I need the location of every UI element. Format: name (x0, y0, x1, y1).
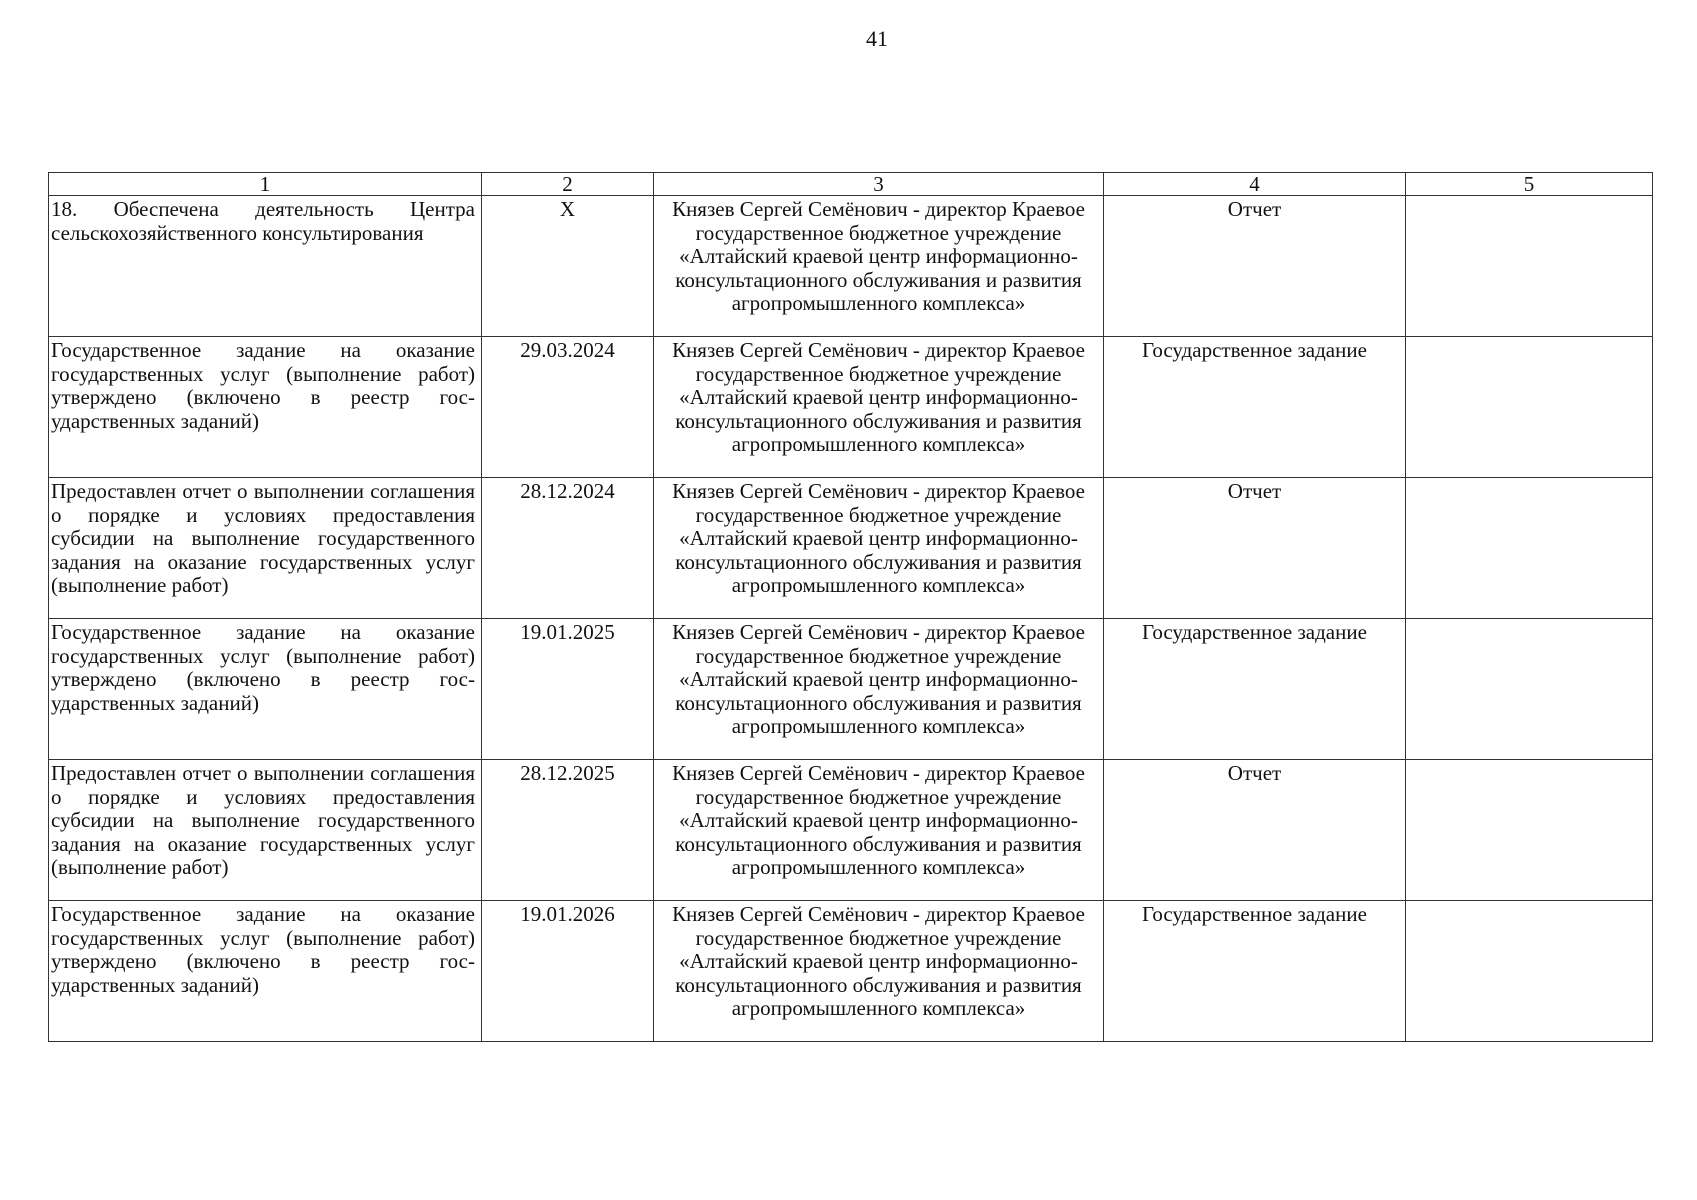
cell-description: 18. Обеспечена деятельность Центра сельскохозяйственного консультирования (49, 196, 482, 337)
table-row (49, 196, 1653, 337)
cell-note (1406, 337, 1653, 478)
header-col-5: 5 (1406, 173, 1653, 196)
plan-table (48, 172, 1653, 1042)
cell-date: X (482, 196, 654, 337)
table-row (49, 760, 1653, 901)
cell-note (1406, 901, 1653, 1042)
header-col-2: 2 (482, 173, 654, 196)
cell-note (1406, 478, 1653, 619)
cell-date: 19.01.2025 (482, 619, 654, 760)
cell-document: Государственное задание (1104, 619, 1406, 760)
cell-responsible: Князев Сергей Семёнович - директор Краевое государственное бюджетное учреждение «Алтайский краевой центр информационно-консультационного обслуживания и развития агропромышленного комплекса» (654, 619, 1104, 760)
header-col-3: 3 (654, 173, 1104, 196)
table-row (49, 478, 1653, 619)
cell-note (1406, 619, 1653, 760)
cell-description: Предоставлен отчет о выполнении соглашения о порядке и условиях предоставления субсидии на выполнение государственного задания на оказание государственных услуг (выполнение работ) (49, 478, 482, 619)
table-row (49, 337, 1653, 478)
cell-document: Отчет (1104, 760, 1406, 901)
cell-responsible: Князев Сергей Семёнович - директор Краевое государственное бюджетное учреждение «Алтайский краевой центр информационно-консультационного обслуживания и развития агропромышленного комплекса» (654, 478, 1104, 619)
cell-date: 28.12.2025 (482, 760, 654, 901)
header-col-1: 1 (49, 173, 482, 196)
cell-responsible: Князев Сергей Семёнович - директор Краевое государственное бюджетное учреждение «Алтайский краевой центр информационно-консультационного обслуживания и развития агропромышленного комплекса» (654, 196, 1104, 337)
cell-description: Государственное задание на оказание государственных услуг (выполнение работ) утверждено (включено в реестр государственных заданий) (49, 337, 482, 478)
header-row (49, 173, 1653, 196)
cell-description: Предоставлен отчет о выполнении соглашения о порядке и условиях предоставления субсидии на выполнение государственного задания на оказание государственных услуг (выполнение работ) (49, 760, 482, 901)
cell-date: 29.03.2024 (482, 337, 654, 478)
cell-description: Государственное задание на оказание государственных услуг (выполнение работ) утверждено (включено в реестр государственных заданий) (49, 901, 482, 1042)
cell-description: Государственное задание на оказание государственных услуг (выполнение работ) утверждено (включено в реестр государственных заданий) (49, 619, 482, 760)
cell-responsible: Князев Сергей Семёнович - директор Краевое государственное бюджетное учреждение «Алтайский краевой центр информационно-консультационного обслуживания и развития агропромышленного комплекса» (654, 337, 1104, 478)
cell-note (1406, 196, 1653, 337)
cell-document: Государственное задание (1104, 901, 1406, 1042)
cell-document: Государственное задание (1104, 337, 1406, 478)
table-row (49, 901, 1653, 1042)
cell-document: Отчет (1104, 478, 1406, 619)
cell-date: 28.12.2024 (482, 478, 654, 619)
table-row (49, 619, 1653, 760)
cell-document: Отчет (1104, 196, 1406, 337)
cell-responsible: Князев Сергей Семёнович - директор Краевое государственное бюджетное учреждение «Алтайский краевой центр информационно-консультационного обслуживания и развития агропромышленного комплекса» (654, 901, 1104, 1042)
cell-date: 19.01.2026 (482, 901, 654, 1042)
page-number: 41 (866, 26, 888, 51)
cell-note (1406, 760, 1653, 901)
cell-responsible: Князев Сергей Семёнович - директор Краевое государственное бюджетное учреждение «Алтайский краевой центр информационно-консультационного обслуживания и развития агропромышленного комплекса» (654, 760, 1104, 901)
header-col-4: 4 (1104, 173, 1406, 196)
